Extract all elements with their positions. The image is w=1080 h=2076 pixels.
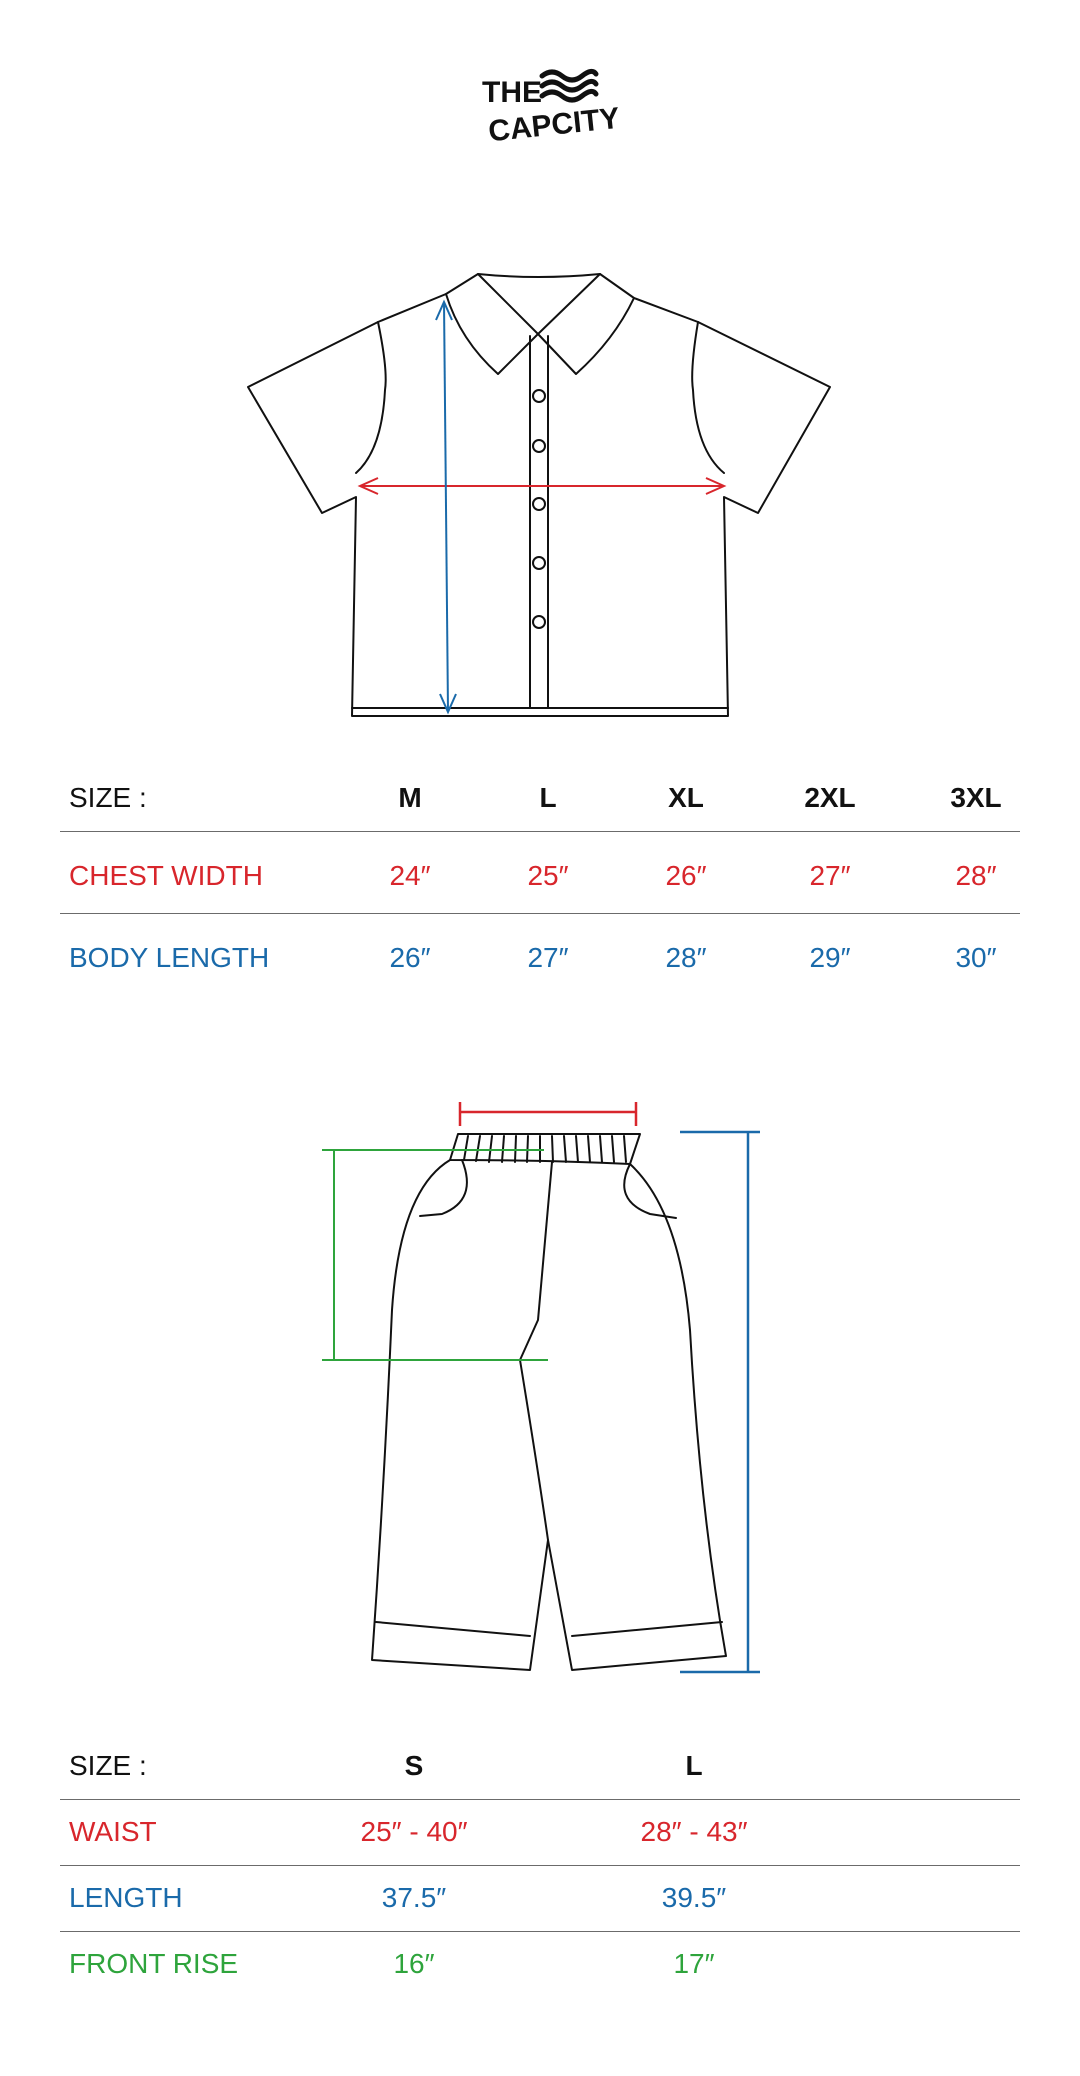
body-length-arrow bbox=[436, 302, 456, 712]
front-rise-s: 16″ bbox=[393, 1948, 435, 1979]
body-length-3xl: 30″ bbox=[955, 942, 997, 973]
logo-text-line1: THE bbox=[482, 76, 542, 109]
chest-width-l: 25″ bbox=[527, 860, 569, 891]
body-length-xl: 28″ bbox=[665, 942, 707, 973]
waist-measure-line bbox=[460, 1102, 636, 1126]
length-s: 37.5″ bbox=[381, 1882, 447, 1913]
waist-label: WAIST bbox=[69, 1816, 157, 1847]
front-rise-row bbox=[60, 1931, 1020, 1997]
pants-diagram bbox=[0, 1090, 1080, 1690]
chest-width-m: 24″ bbox=[389, 860, 431, 891]
length-row bbox=[60, 1865, 1020, 1931]
shirt-size-label: SIZE : bbox=[69, 782, 147, 813]
shirt-diagram bbox=[0, 250, 1080, 730]
front-rise-measure-line bbox=[322, 1150, 548, 1360]
shirt-buttons bbox=[533, 390, 545, 628]
chest-width-row bbox=[60, 843, 1020, 909]
pants-size-s: S bbox=[404, 1750, 424, 1781]
logo-text-line2: CAPCITY bbox=[486, 101, 622, 149]
front-rise-label: FRONT RISE bbox=[69, 1948, 239, 1979]
chest-width-2xl: 27″ bbox=[809, 860, 851, 891]
waist-row bbox=[60, 1799, 1020, 1865]
shirt-size-2xl: 2XL bbox=[804, 782, 856, 813]
chest-width-label: CHEST WIDTH bbox=[69, 860, 263, 891]
length-label: LENGTH bbox=[69, 1882, 183, 1913]
shirt-size-m: M bbox=[398, 782, 422, 813]
wave-flag-icon bbox=[542, 71, 596, 100]
chest-width-3xl: 28″ bbox=[955, 860, 997, 891]
body-length-m: 26″ bbox=[389, 942, 431, 973]
chest-width-arrow bbox=[360, 478, 724, 494]
length-measure-line bbox=[680, 1132, 760, 1672]
pants-size-l: L bbox=[685, 1750, 703, 1781]
shirt-outline bbox=[248, 274, 830, 716]
chest-width-xl: 26″ bbox=[665, 860, 707, 891]
shirt-table-divider-2 bbox=[60, 913, 1020, 914]
pants-size-header bbox=[60, 1733, 1020, 1799]
shirt-size-header bbox=[60, 765, 1020, 831]
waist-l: 28″ - 43″ bbox=[640, 1816, 748, 1847]
brand-logo bbox=[480, 66, 622, 149]
shirt-size-l: L bbox=[539, 782, 557, 813]
body-length-label: BODY LENGTH bbox=[69, 942, 270, 973]
pants-outline bbox=[372, 1134, 726, 1670]
front-rise-l: 17″ bbox=[673, 1948, 715, 1979]
pants-size-label: SIZE : bbox=[69, 1750, 147, 1781]
body-length-l: 27″ bbox=[527, 942, 569, 973]
body-length-row bbox=[60, 925, 1020, 991]
shirt-table-divider-1 bbox=[60, 831, 1020, 832]
shirt-size-3xl: 3XL bbox=[950, 782, 1002, 813]
shirt-size-xl: XL bbox=[668, 782, 704, 813]
body-length-2xl: 29″ bbox=[809, 942, 851, 973]
waist-s: 25″ - 40″ bbox=[360, 1816, 468, 1847]
length-l: 39.5″ bbox=[661, 1882, 727, 1913]
